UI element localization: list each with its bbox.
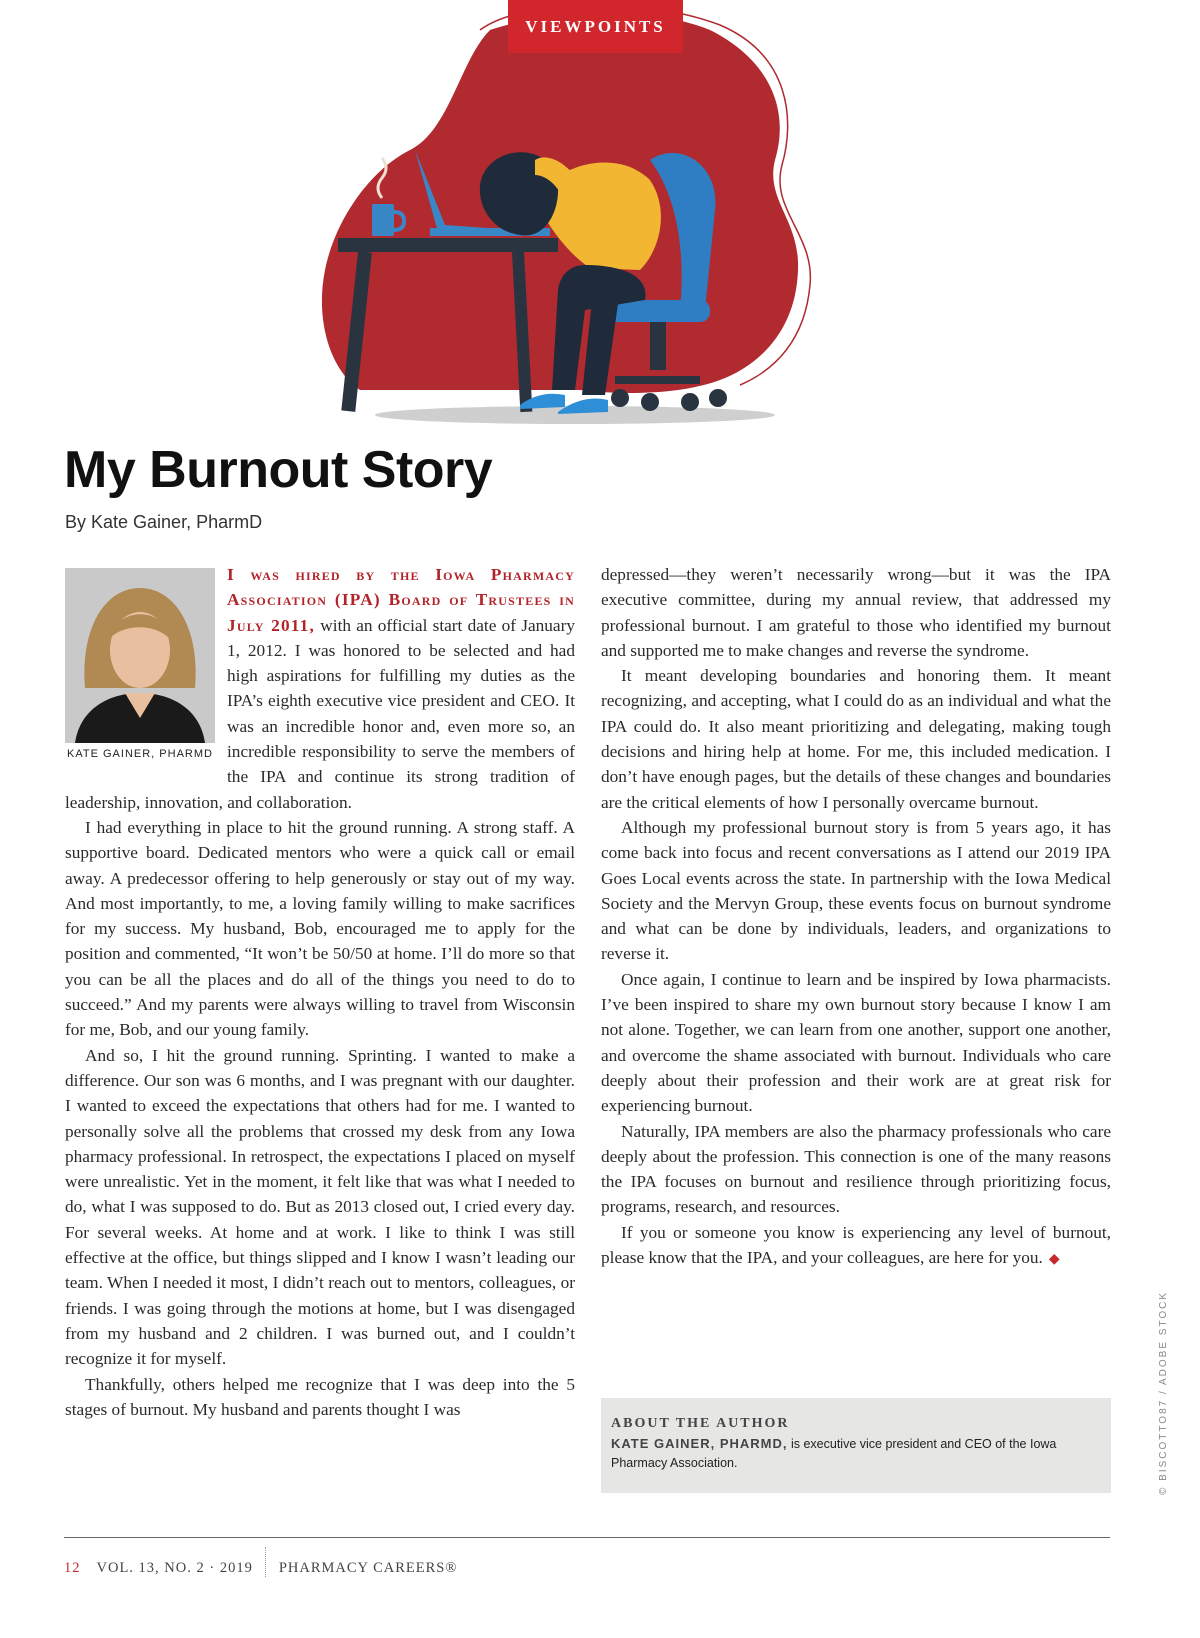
article-column-right bbox=[601, 562, 1111, 1272]
paragraph-5: It meant developing boundaries and honoring them. It meant recognizing, and accepting, what I could do as an individual and what the IPA could do. It also meant prioritizing and delegating, making tough decisions and hiring help at home. For me, this included medication. I don’t have enough pages, but the details of these changes and boundaries are the critical elements of how I personally overcame burnout. bbox=[601, 666, 1111, 812]
about-heading: ABOUT THE AUTHOR bbox=[611, 1416, 790, 1431]
image-credit: © BISCOTTO87 / ADOBE STOCK bbox=[1158, 1290, 1169, 1495]
photo-caption: KATE GAINER, PHARMD bbox=[67, 748, 213, 760]
burnout-illustration bbox=[320, 0, 860, 445]
paragraph-1: I was hired by the Iowa Pharmacy Association (IPA) Board of Trustees in July 2011, with an official start date of January 1, 2012. I was honored to be selected and had high aspirations for fulfilling my duties as the IPA’s eighth executive vice president and CEO. It was an incredible honor and, even more so, an incredible responsibility to serve the members of the IPA and continue its strong tradition of leadership, innovation, and collaboration. bbox=[65, 565, 575, 812]
section-tag: VIEWPOINTS bbox=[508, 0, 683, 53]
paragraph-6: Although my professional burnout story is from 5 years ago, it has come back into focus and recent conversations as I attend our 2019 IPA Goes Local events across the state. In partnership with the Iowa Medical Society and the Mervyn Group, these events focus on burnout syndrome and what can be done by individuals, leaders, and organizations to reverse it. bbox=[601, 817, 1111, 964]
desk-top bbox=[338, 238, 558, 252]
about-text: KATE GAINER, PHARMD, is executive vice president and CEO of the Iowa Pharmacy Association. bbox=[611, 1436, 1057, 1470]
article-title: My Burnout Story bbox=[64, 441, 493, 499]
paragraph-4: Thankfully, others helped me recognize that I was deep into the 5 stages of burnout. My husband and parents thought I was bbox=[65, 1374, 575, 1419]
paragraph-3: And so, I hit the ground running. Sprinting. I wanted to make a difference. Our son was 6 months, and I was pregnant with our daughter. I wanted to exceed the expectations that others had for me. I wanted to personally solve all the problems that crossed my desk from any Iowa pharmacy professional. In retrospect, the expectations I placed on myself were unrealistic. Yet in the moment, it felt like that was what I needed to do, what I was supposed to do. But as 2013 closed out, I cried every day. For several weeks. At home and at work. I like to think I was still effective at the office, but things slipped and I know I wasn’t leading our team. When I needed it most, I didn’t reach out to mentors, colleagues, or friends. I was going through the motions at home, but I was disengaged from my husband and 2 children. I was burned out, and I couldn’t recognize it for myself. bbox=[65, 1045, 575, 1369]
footer bbox=[64, 1553, 457, 1583]
paragraph-8: Naturally, IPA members are also the pharmacy professionals who care deeply about the profession. This connection is one of the many reasons the IPA focuses on burnout and resilience through prioritizing focus, programs, research, and resources. bbox=[601, 1121, 1111, 1217]
volume-info: VOL. 13, NO. 2 · 2019 bbox=[96, 1559, 253, 1576]
publication-name: PHARMACY CAREERS® bbox=[278, 1559, 458, 1576]
byline: By Kate Gainer, PharmD bbox=[65, 512, 263, 532]
about-the-author-box bbox=[601, 1398, 1111, 1493]
footer-rule bbox=[64, 1537, 1110, 1538]
article-column-left bbox=[65, 562, 575, 1422]
paragraph-2: I had everything in place to hit the ground running. A strong staff. A supportive board. Dedicated mentors who were a quick call or email away. A predecessor offering to help generously or stay out of my way. And most importantly, to me, a loving family willing to make sacrifices for my success. My husband, Bob, encouraged me to apply for the position and commented, “It won’t be 50/50 at home. I’ll do more so that you can be all the places and do all of the things you need to do to succeed.” And my parents were always willing to travel from Wisconsin for me, Bob, and our young family. bbox=[65, 817, 575, 1040]
mug-icon bbox=[372, 204, 394, 236]
paragraph-9: If you or someone you know is experiencing any level of burnout, please know that the IPA, and your colleagues, are here for you. ◆ bbox=[601, 1222, 1111, 1268]
lead-in: I was hired by the Iowa Pharmacy Association (IPA) Board of Trustees in July 2011, bbox=[227, 565, 575, 635]
footer-divider bbox=[265, 1547, 267, 1577]
paragraph-4-continued: depressed—they weren’t necessarily wrong—but it was the IPA executive committee, during my annual review, that addressed my professional burnout. I am grateful to those who identified my burnout and supported me to make changes and reverse the syndrome. bbox=[601, 565, 1111, 660]
paragraph-7: Once again, I continue to learn and be inspired by Iowa pharmacists. I’ve been inspired to share my own burnout story because I know I am not alone. Together, we can learn from one another, support one another, and overcome the shame associated with burnout. Individuals who care deeply about their profession and their work are at great risk for experiencing burnout. bbox=[601, 969, 1111, 1116]
page-number: 12 bbox=[64, 1559, 81, 1576]
end-mark-icon: ◆ bbox=[1048, 1252, 1060, 1268]
